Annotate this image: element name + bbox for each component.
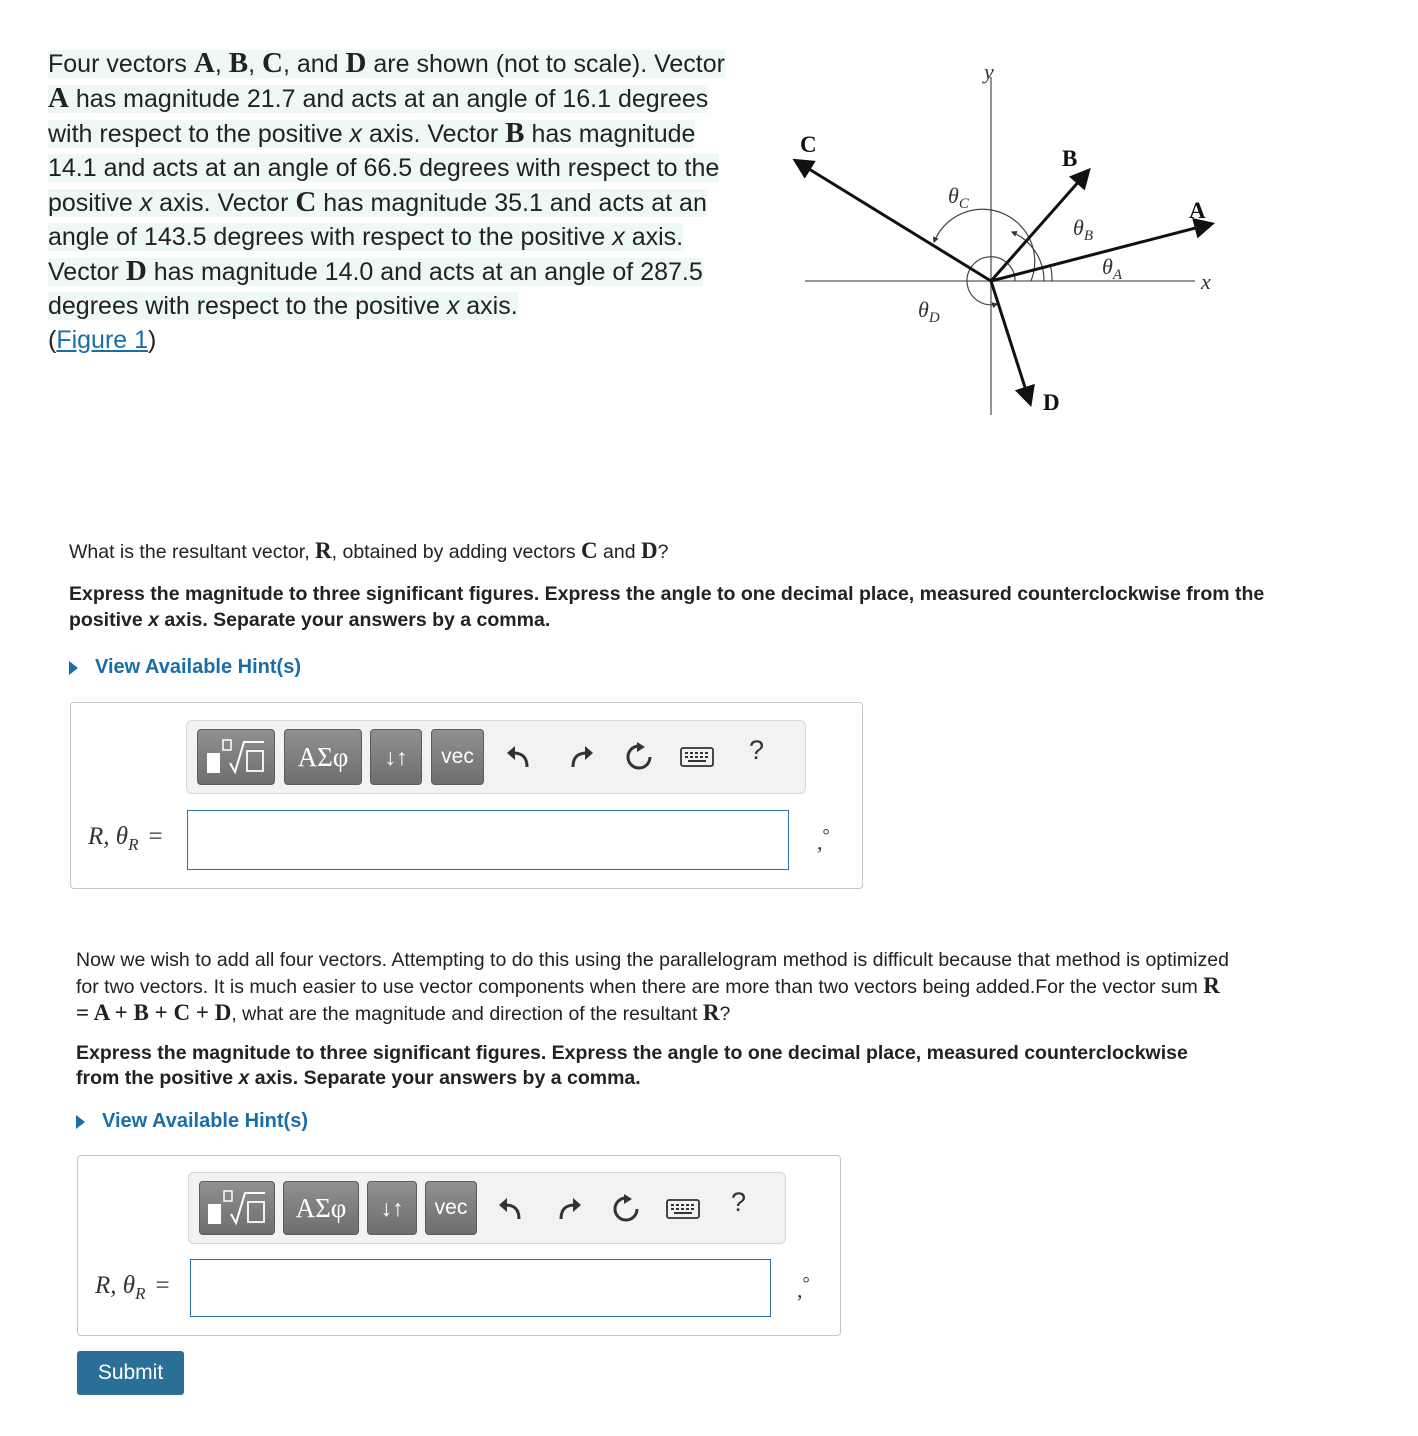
part2-question (76, 948, 1236, 1091)
theta-b-label: $\theta_B$ (1073, 215, 1093, 244)
reset-icon (610, 1193, 642, 1225)
help-button[interactable]: ? (749, 735, 765, 765)
templates-icon (204, 1188, 270, 1228)
x-axis-label: x (1201, 269, 1211, 294)
templates-icon (203, 737, 269, 777)
vector-a-arrow (991, 224, 1211, 281)
figure-link[interactable]: Figure 1 (56, 326, 149, 354)
theta-d-label: $\theta_D$ (918, 297, 940, 326)
templates-button[interactable] (197, 729, 275, 785)
part2-hint-toggle[interactable]: View Available Hint(s) (76, 1110, 308, 1133)
part1-answer-input[interactable] (187, 810, 789, 870)
templates-button[interactable] (199, 1181, 275, 1235)
theta-c-label: $\theta_C$ (948, 183, 969, 212)
reset-icon (623, 741, 655, 773)
part2-answer-input[interactable] (190, 1259, 771, 1317)
help-button[interactable]: ? (731, 1187, 747, 1217)
vector-c-label: C (800, 132, 817, 157)
part1-answer-label: R, $\theta_R$ = (88, 823, 163, 854)
submit-button[interactable]: Submit (77, 1351, 184, 1395)
part1-question (69, 538, 1309, 633)
undo-button[interactable] (499, 737, 539, 777)
keyboard-button[interactable] (677, 737, 717, 777)
vector-d-label: D (1043, 390, 1060, 415)
part2-answer-box (77, 1155, 841, 1336)
undo-icon (504, 742, 534, 772)
arrows-button[interactable]: ↓↑ (370, 729, 422, 785)
problem-text: Four vectors A, B, C, and D are shown (not to scale). Vector A has magnitude 21.7 and acts at an angle of 16.1 degrees with respect to the positive x axis. Vector B has magnitude 14.1 and acts at an angle of 66.5 degrees with respect to the positive x axis. Vector C has magnitude 35.1 and acts at an angle of 143.5 degrees with respect to the positive x axis. Vector D has magnitude 14.0 and acts at an angle of 287.5 degrees with respect to the positive x axis. (48, 47, 725, 320)
part1-question-text: What is the resultant vector, R, obtained by adding vectors C and D? (69, 538, 669, 563)
part2-instructions: Express the magnitude to three significant figures. Express the angle to one decimal place, measured counterclockwise from the positive x axis. Separate your answers by a comma. (76, 1042, 1188, 1089)
vector-a-label: A (1189, 198, 1206, 223)
vector-d-arrow (991, 281, 1030, 403)
theta-a-label: $\theta_A$ (1102, 254, 1122, 283)
redo-icon (554, 1194, 584, 1224)
keyboard-icon (680, 745, 714, 769)
part1-hint-toggle[interactable]: View Available Hint(s) (69, 656, 301, 679)
reset-button[interactable] (619, 737, 659, 777)
vec-button[interactable]: vec (425, 1181, 477, 1235)
redo-button[interactable] (549, 1189, 589, 1229)
part1-instructions: Express the magnitude to three significant figures. Express the angle to one decimal place, measured counterclockwise from the positive x axis. Separate your answers by a comma. (69, 583, 1265, 631)
vec-button[interactable]: vec (431, 729, 484, 785)
keyboard-button[interactable] (663, 1189, 703, 1229)
part2-units: ,° (797, 1273, 810, 1303)
expand-triangle-icon (69, 661, 78, 675)
greek-symbols-button[interactable]: ΑΣφ (283, 1181, 359, 1235)
part2-answer-label: R, $\theta_R$ = (95, 1272, 170, 1303)
redo-button[interactable] (561, 737, 601, 777)
theta-c-arc (934, 209, 1035, 281)
arrows-button[interactable]: ↓↑ (367, 1181, 417, 1235)
part1-answer-box (70, 702, 863, 889)
reset-button[interactable] (606, 1189, 646, 1229)
undo-icon (496, 1194, 526, 1224)
part2-math-toolbar (188, 1172, 786, 1244)
expand-triangle-icon (76, 1115, 85, 1129)
redo-icon (566, 742, 596, 772)
part1-units: ,° (817, 825, 830, 855)
problem-statement: Four vectors A, B, C, and D are shown (not to scale). Vector A has magnitude 21.7 and acts at an angle of 16.1 degrees with respect to the positive x axis. Vector B has magnitude 14.1 and acts at an angle of 66.5 degrees with respect to the positive x axis. Vector C has magnitude 35.1 and acts at an angle of 143.5 degrees with respect to the positive x axis. Vector D has magnitude 14.0 and acts at an angle of 287.5 degrees with respect to the positive x axis. (Figure 1) (48, 47, 725, 354)
undo-button[interactable] (491, 1189, 531, 1229)
part2-question-text: Now we wish to add all four vectors. Attempting to do this using the parallelogram method is difficult because that method is optimized for two vectors. It is much easier to use vector components when there are more than two vectors being added.For the vector sum R = A + B + C + D, what are the magnitude and direction of the resultant R? (76, 949, 1229, 1025)
vector-figure (790, 55, 1230, 425)
greek-symbols-button[interactable]: ΑΣφ (284, 729, 362, 785)
vector-c-arrow (796, 161, 991, 281)
part1-math-toolbar (186, 720, 806, 794)
vector-b-label: B (1062, 146, 1078, 171)
keyboard-icon (666, 1197, 700, 1221)
y-axis-label: y (984, 59, 994, 84)
